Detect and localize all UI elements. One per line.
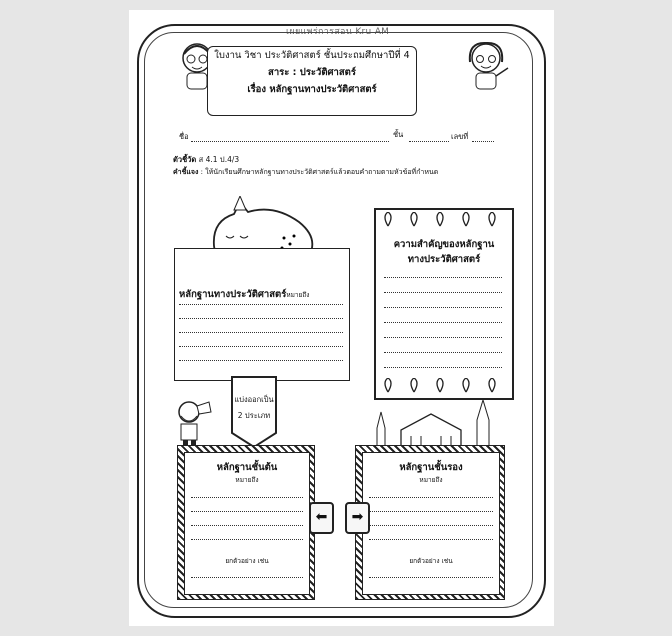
answer-line[interactable] bbox=[191, 539, 303, 540]
answer-line[interactable] bbox=[191, 497, 303, 498]
importance-title-line-2: ทางประวัติศาสตร์ bbox=[407, 254, 481, 265]
secondary-box bbox=[362, 452, 500, 595]
answer-line[interactable] bbox=[369, 539, 493, 540]
instruction-label: คำชี้แจง bbox=[173, 168, 199, 176]
lotus-border-bottom bbox=[382, 378, 506, 394]
importance-title-line-1: ความสำคัญของหลักฐาน bbox=[393, 239, 495, 250]
title-box bbox=[207, 46, 417, 116]
secondary-title: หลักฐานชั้นรอง bbox=[399, 462, 463, 473]
worksheet-page bbox=[129, 10, 554, 626]
answer-line[interactable] bbox=[179, 332, 343, 333]
importance-box bbox=[374, 208, 514, 400]
meaning-title: หลักฐานทางประวัติศาสตร์ bbox=[179, 289, 287, 300]
meaning-box bbox=[174, 248, 350, 381]
primary-meaning-label: หมายถึง bbox=[235, 476, 259, 484]
title-line-1: ใบงาน วิชา ประวัติศาสตร์ ชั้นประถมศึกษาปีที่ 4 bbox=[214, 50, 410, 61]
secondary-meaning-label: หมายถึง bbox=[419, 476, 443, 484]
watermark: เผยแพร่การสอน Kru AM bbox=[286, 27, 390, 37]
primary-box-border bbox=[177, 445, 315, 600]
arrow-right-icon: ➡ bbox=[345, 502, 370, 534]
answer-line[interactable] bbox=[384, 322, 502, 323]
answer-line[interactable] bbox=[369, 511, 493, 512]
primary-example-label: ยกตัวอย่าง เช่น bbox=[225, 557, 269, 565]
answer-line[interactable] bbox=[384, 307, 502, 308]
class-label: ชั้น bbox=[393, 130, 404, 139]
number-field[interactable] bbox=[472, 141, 494, 142]
indicator-value: ส 4.1 ป.4/3 bbox=[198, 155, 240, 164]
primary-title: หลักฐานชั้นต้น bbox=[216, 462, 278, 473]
answer-line[interactable] bbox=[384, 352, 502, 353]
meaning-heading bbox=[179, 282, 309, 302]
class-field[interactable] bbox=[409, 141, 449, 142]
answer-line[interactable] bbox=[369, 497, 493, 498]
primary-box bbox=[184, 452, 310, 595]
girl-illustration bbox=[464, 38, 510, 92]
answer-line[interactable] bbox=[179, 304, 343, 305]
old-man-illustration bbox=[171, 398, 213, 450]
secondary-example-label: ยกตัวอย่าง เช่น bbox=[409, 557, 453, 565]
indicator-label: ตัวชี้วัด bbox=[173, 155, 197, 164]
instruction-text: : ให้นักเรียนศึกษาหลักฐานทางประวัติศาสตร์แล้วตอบคำถามตามหัวข้อที่กำหนด bbox=[198, 168, 439, 176]
answer-line[interactable] bbox=[191, 525, 303, 526]
lotus-border-top bbox=[382, 212, 506, 228]
answer-line[interactable] bbox=[384, 277, 502, 278]
number-label: เลขที่ bbox=[451, 132, 469, 141]
answer-line[interactable] bbox=[191, 577, 303, 578]
divide-tag-line-1: แบ่งออกเป็น bbox=[234, 395, 274, 404]
answer-line[interactable] bbox=[384, 337, 502, 338]
answer-line[interactable] bbox=[179, 318, 343, 319]
answer-line[interactable] bbox=[384, 292, 502, 293]
name-field[interactable] bbox=[191, 141, 389, 142]
meaning-suffix: หมายถึง bbox=[286, 291, 310, 299]
answer-line[interactable] bbox=[179, 346, 343, 347]
answer-line[interactable] bbox=[179, 360, 343, 361]
answer-line[interactable] bbox=[369, 525, 493, 526]
indicator bbox=[173, 154, 239, 166]
title-line-3: เรื่อง หลักฐานทางประวัติศาสตร์ bbox=[247, 84, 377, 95]
instruction bbox=[173, 167, 438, 178]
divide-tag-line-2: 2 ประเภท bbox=[237, 411, 271, 420]
answer-line[interactable] bbox=[384, 367, 502, 368]
title-line-2: สาระ : ประวัติศาสตร์ bbox=[268, 67, 356, 78]
secondary-box-border bbox=[355, 445, 505, 600]
name-label: ชื่อ bbox=[179, 132, 189, 141]
answer-line[interactable] bbox=[191, 511, 303, 512]
answer-line[interactable] bbox=[369, 577, 493, 578]
arrow-left-icon: ⬅ bbox=[309, 502, 334, 534]
